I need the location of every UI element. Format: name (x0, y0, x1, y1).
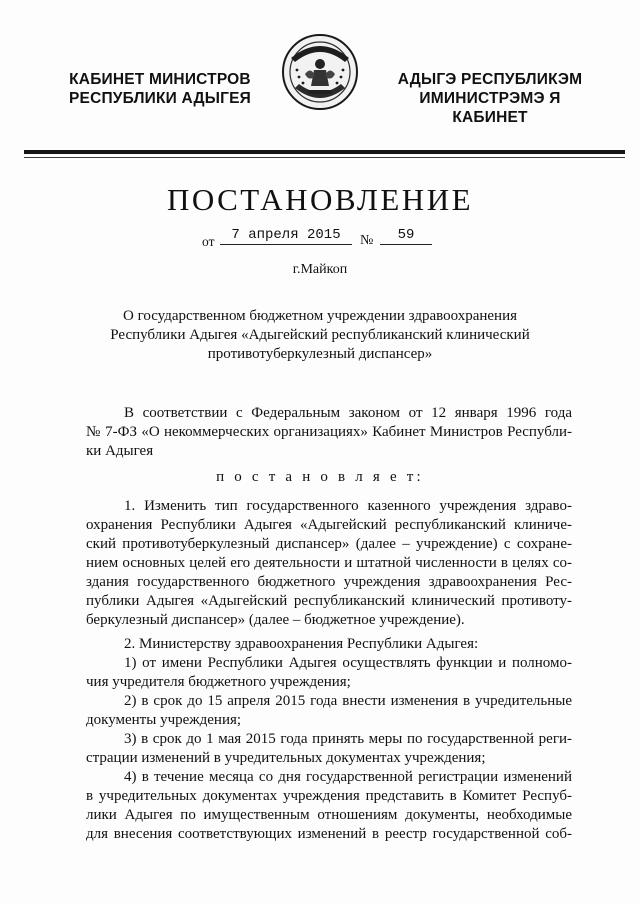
subject-line: противотуберкулезный диспансер» (207, 346, 433, 362)
document-title: ПОСТАНОВЛЕНИЕ (166, 182, 474, 217)
preamble-line: ки Адыгея (86, 443, 154, 459)
item-1-paragraph (86, 497, 572, 630)
item-2-line: 4) в течение месяца со дня государственной регистрации изменений (124, 769, 572, 785)
item-1-line: ский противотуберкулезный диспансер» (далее – учреждение) с сохране- (86, 536, 572, 552)
preamble-line: В соответствии с Федеральным законом от 12 января 1996 года (124, 405, 572, 421)
document-date: 7 апреля 2015 (220, 227, 352, 245)
org-name-russian (60, 70, 260, 108)
item-2-paragraph (86, 635, 572, 844)
item-1-line: 1. Изменить тип государственного казенного учреждения здраво- (124, 498, 572, 514)
document-number: 59 (380, 227, 432, 245)
date-number-line (0, 227, 640, 249)
item-2-line: 2. Министерству здравоохранения Республики Адыгея: (124, 636, 479, 652)
preamble-paragraph (86, 404, 572, 461)
decree-word: п о с т а н о в л я е т: (216, 469, 424, 485)
date-prefix: от (202, 234, 215, 249)
item-2-line: страции изменений в учредительных документах учреждения; (86, 750, 486, 766)
item-1-line: охранения Республики Адыгея «Адыгейский республиканский клиниче- (86, 517, 572, 533)
item-2-line: в учредительных документах учреждения представить в Комитет Респуб- (86, 788, 572, 804)
header-divider (24, 150, 625, 154)
item-2-line: лики Адыгея по имущественным отношениям документы, необходимые (86, 807, 572, 823)
number-sign: № (360, 233, 374, 248)
header-divider-thin (24, 157, 625, 158)
subject-line: О государственном бюджетном учреждении здравоохранения (122, 308, 518, 324)
item-1-line: публики Адыгея «Адыгейский республиканский клинический противоту- (86, 593, 572, 609)
letterhead (0, 30, 640, 150)
item-2-line: 1) от имени Республики Адыгея осуществлять функции и полномо- (124, 655, 572, 671)
item-2-line: документы учреждения; (86, 712, 242, 728)
org-name-line: АДЫГЭ РЕСПУБЛИКЭМ (397, 71, 583, 88)
subject-line: Республики Адыгея «Адыгейский республиканский клинический (110, 327, 530, 343)
republic-coat-of-arms-icon (281, 30, 359, 116)
item-2-line: для внесения соответствующих изменений в реестр государственной соб- (86, 826, 572, 842)
org-name-line: КАБИНЕТ МИНИСТРОВ (69, 71, 251, 88)
document-city: г.Майкоп (292, 262, 348, 277)
item-1-line: здания государственного бюджетного учреждения здравоохранения Рес- (86, 574, 572, 590)
item-2-line: 2) в срок до 15 апреля 2015 года внести изменения в учредительные (124, 693, 572, 709)
org-name-line: РЕСПУБЛИКИ АДЫГЕЯ (69, 90, 251, 107)
org-name-adyghe (385, 70, 595, 127)
item-1-line: нием основных целей его деятельности и штатной численности в целях со- (86, 555, 572, 571)
item-1-line: беркулезный диспансер» (далее – бюджетное учреждение). (86, 612, 465, 628)
org-name-line: ИМИНИСТРЭМЭ Я КАБИНЕТ (419, 90, 561, 126)
preamble-line: № 7-ФЗ «О некоммерческих организациях» Кабинет Министров Республи- (86, 424, 572, 440)
document-subject (100, 307, 540, 364)
item-2-line: 3) в срок до 1 мая 2015 года принять меры по государственной реги- (124, 731, 572, 747)
item-2-line: чия учредителя бюджетного учреждения; (86, 674, 351, 690)
